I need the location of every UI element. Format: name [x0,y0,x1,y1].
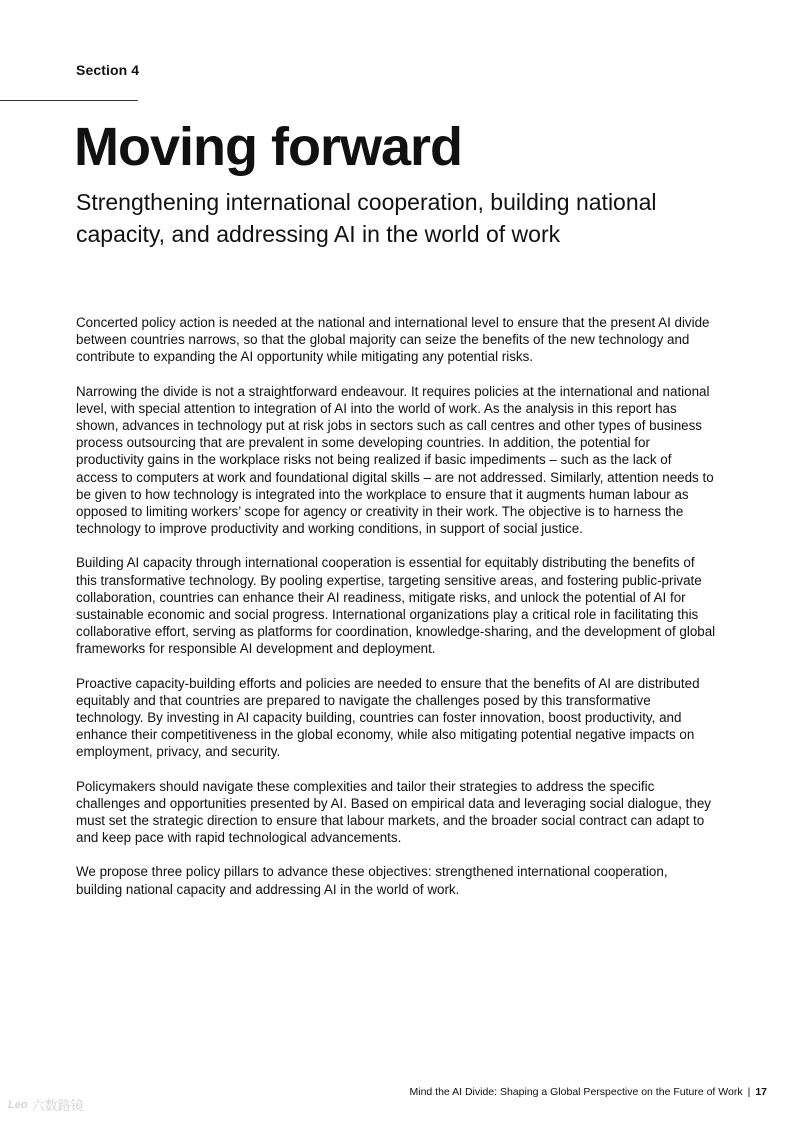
page-subtitle: Strengthening international cooperation, building national capacity, and addressing AI in the world of work [76,189,657,247]
paragraph-6: We propose three policy pillars to advance these objectives: strengthened international cooperation, building national capacity and addressing AI in the world of work. [76,864,668,897]
watermark [8,1095,84,1114]
paragraph-5: Policymakers should navigate these complexities and tailor their strategies to address the specific challenges and opportunities presented by AI. Based on empirical data and leveraging social dialogue, they must set the strategic direction to ensure that labour markets, and the broader social contract can adapt to and keep pace with rapid technological advancements. [76,778,711,846]
paragraph-4: Proactive capacity-building efforts and policies are needed to ensure that the benefits of AI are distributed equitably and that countries are prepared to navigate the challenges posed by this transformative technology. By investing in AI capacity building, countries can foster innovation, boost productivity, and enhance their competitiveness in the global economy, while also mitigating potential negative impacts on employment, privacy, and security. [76,675,700,760]
watermark-text: 六数路镜 [31,1098,84,1113]
section-label: Section 4 [76,62,140,78]
section-divider [0,100,138,101]
footer-separator: | [747,1086,751,1098]
paragraph-2: Narrowing the divide is not a straightforward endeavour. It requires policies at the international and national level, with special attention to integration of AI into the world of work. As the analysis in this report has shown, advances in technology put at risk jobs in sectors such as call centres and other types of business process outsourcing that are prevalent in some developing countries. In addition, the potential for productivity gains in the workplace risks not being realized if basic impediments – such as the lack of access to computers at work and foundational digital skills – are not addressed. Similarly, attention needs to be given to how technology is integrated into the workplace to ensure that it augments human labour as opposed to limiting workers’ scope for agency or creativity in their work. The objective is to harness the technology to improve productivity and working conditions, in support of social justice. [76,383,714,537]
page-title: Moving forward [74,117,462,177]
paragraph-3: Building AI capacity through international cooperation is essential for equitably distributing the benefits of this transformative technology. By pooling expertise, targeting sensitive areas, and fostering public-private collaboration, countries can enhance their AI readiness, mitigate risks, and unlock the potential of AI for sustainable economic and social progress. International organizations play a critical role in facilitating this collaborative effort, serving as platforms for coordination, knowledge-sharing, and the development of global frameworks for responsible AI development and deployment. [76,555,716,657]
page-number: 17 [755,1086,767,1098]
footer-document-title: Mind the AI Divide: Shaping a Global Perspective on the Future of Work [409,1086,743,1098]
body-text [76,314,716,915]
page-footer [410,1086,768,1098]
paragraph-1: Concerted policy action is needed at the national and international level to ensure that the present AI divide between countries narrows, so that the global majority can seize the benefits of the new technology and contribute to expanding the AI opportunity while mitigating any potential risks. [76,315,710,365]
watermark-logo-icon: Leo [8,1098,28,1111]
